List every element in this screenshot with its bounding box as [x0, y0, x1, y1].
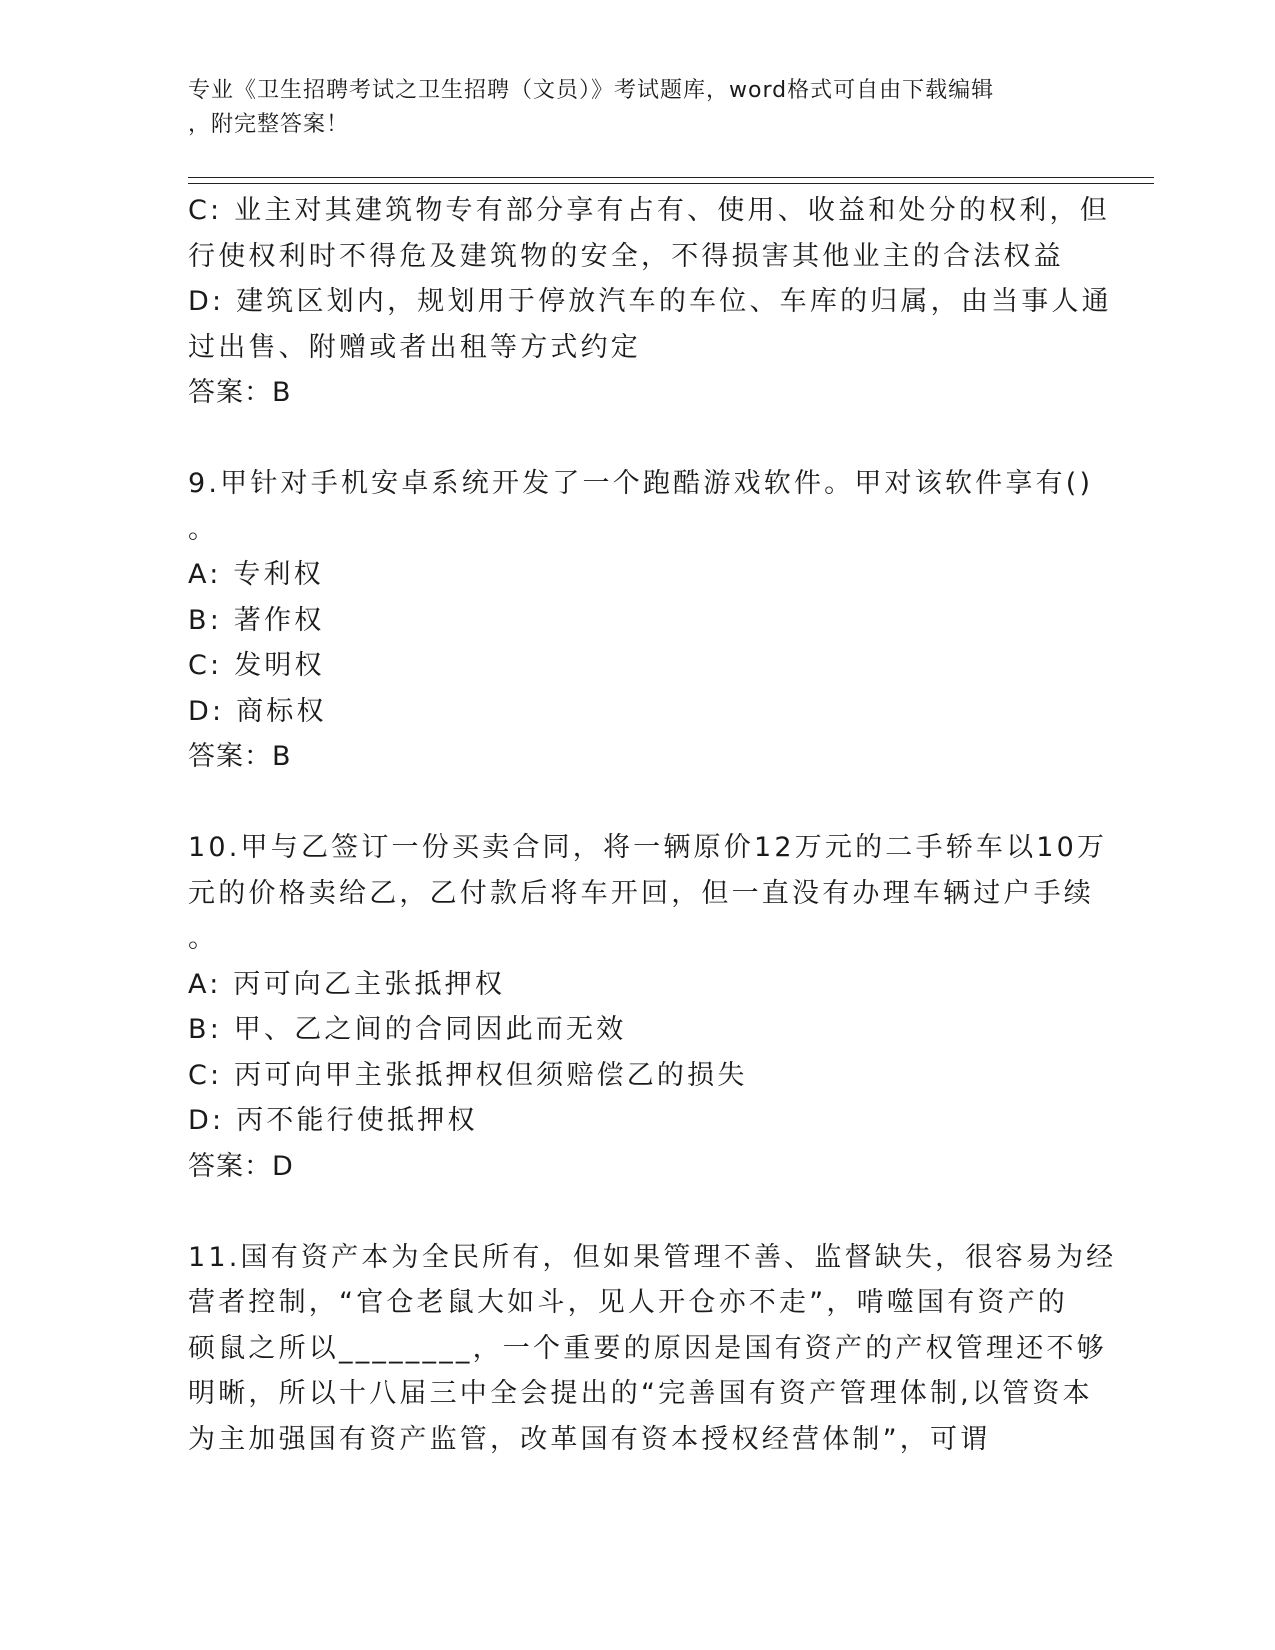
question-10 — [188, 825, 1108, 1189]
option-c: C: 丙可向甲主张抵押权但须赔偿乙的损失 — [188, 1059, 748, 1091]
question-text: 硕鼠之所以________，一个重要的原因是国有资产的产权管理还不够 — [188, 1332, 1107, 1364]
question-text: 为主加强国有资产监管，改革国有资本授权经营体制”，可谓 — [188, 1423, 991, 1455]
question-text: 。 — [188, 513, 219, 545]
header-line: 专业《卫生招聘考试之卫生招聘（文员）》考试题库，word格式可自由下载编辑 — [188, 78, 995, 103]
question-text: 9.甲针对手机安卓系统开发了一个跑酷游戏软件。甲对该软件享有() — [188, 468, 1094, 499]
question-8-tail — [188, 188, 1112, 416]
answer-line: 答案：D — [188, 1150, 294, 1182]
question-text: 。 — [188, 923, 219, 954]
question-text: 明晰，所以十八届三中全会提出的“完善国有资产管理体制,以管资本 — [188, 1378, 1093, 1409]
option-d: D: 丙不能行使抵押权 — [188, 1105, 478, 1136]
header-divider — [188, 177, 1154, 178]
question-9 — [188, 461, 1094, 780]
option-c: C: 发明权 — [188, 650, 325, 681]
question-text: 10.甲与乙签订一份买卖合同，将一辆原价12万元的二手轿车以10万 — [188, 832, 1108, 863]
option-a: A: 专利权 — [188, 559, 324, 590]
option-b: B: 甲、乙之间的合同因此而无效 — [188, 1014, 627, 1045]
answer-line: 答案：B — [188, 741, 292, 772]
option-line: D: 建筑区划内，规划用于停放汽车的车位、车库的归属，由当事人通 — [188, 286, 1112, 317]
option-line: C: 业主对其建筑物专有部分享有占有、使用、收益和处分的权利，但 — [188, 195, 1110, 226]
header-divider — [188, 183, 1154, 184]
option-line: 行使权利时不得危及建筑物的安全，不得损害其他业主的合法权益 — [188, 240, 1064, 272]
question-text: 营者控制，“官仓老鼠大如斗，见人开仓亦不走”，啃噬国有资产的 — [188, 1287, 1068, 1318]
question-text: 元的价格卖给乙，乙付款后将车开回，但一直没有办理车辆过户手续 — [188, 877, 1094, 909]
answer-line: 答案：B — [188, 377, 292, 408]
question-11 — [188, 1235, 1117, 1463]
option-a: A: 丙可向乙主张抵押权 — [188, 968, 506, 1000]
option-line: 过出售、附赠或者出租等方式约定 — [188, 331, 641, 363]
document-header — [188, 74, 1088, 142]
header-line: ，附完整答案！ — [188, 112, 350, 137]
option-d: D: 商标权 — [188, 695, 327, 727]
question-text: 11.国有资产本为全民所有，但如果管理不善、监督缺失，很容易为经 — [188, 1241, 1117, 1273]
option-b: B: 著作权 — [188, 604, 325, 636]
document-body — [188, 188, 1117, 1462]
